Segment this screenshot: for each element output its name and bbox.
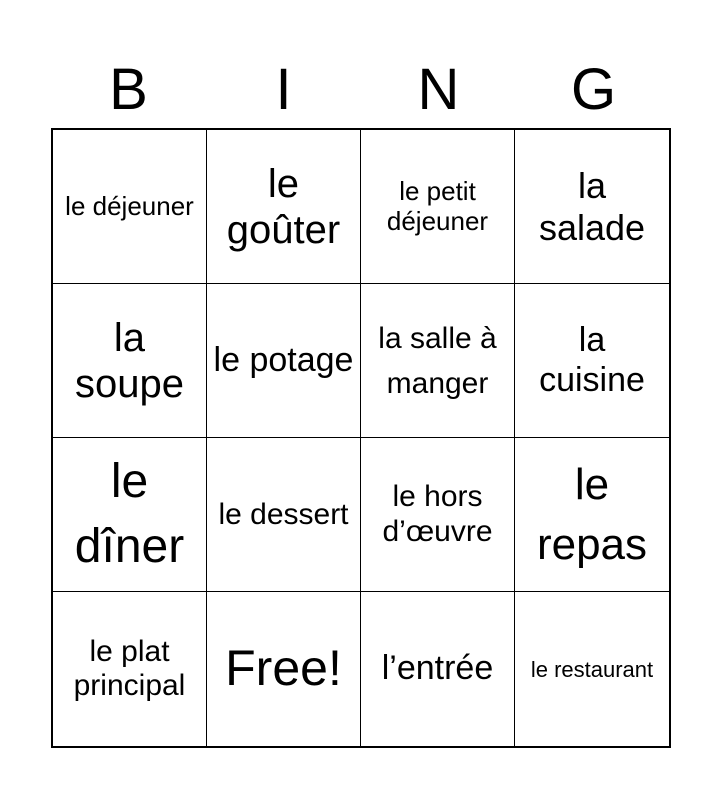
cell-text: le dîner — [74, 454, 185, 573]
bingo-cell[interactable] — [361, 438, 515, 592]
cell-text: la salade — [538, 165, 646, 248]
bingo-cell[interactable] — [207, 130, 361, 284]
bingo-cell[interactable] — [361, 592, 515, 746]
cell-text: le hors d’œuvre — [382, 480, 493, 548]
cell-text: le repas — [536, 460, 648, 569]
bingo-cell[interactable] — [515, 130, 669, 284]
cell-text: la soupe — [75, 315, 184, 406]
bingo-cell[interactable] — [361, 130, 515, 284]
cell-text: le potage — [213, 340, 354, 379]
header-letter-b: B — [109, 57, 148, 122]
free-space-cell[interactable] — [207, 592, 361, 746]
cell-text: le plat principal — [73, 634, 186, 702]
header-letter-n: N — [417, 57, 460, 122]
bingo-board — [51, 128, 671, 748]
bingo-cell[interactable] — [361, 284, 515, 438]
cell-text: le restaurant — [530, 656, 654, 682]
bingo-cell[interactable] — [515, 284, 669, 438]
bingo-cell[interactable] — [207, 284, 361, 438]
bingo-cell[interactable] — [53, 592, 207, 746]
bingo-cell[interactable] — [53, 284, 207, 438]
cell-text: la salle à manger — [378, 321, 497, 400]
bingo-cell[interactable] — [515, 438, 669, 592]
cell-text: le goûter — [226, 161, 341, 252]
bingo-cell[interactable] — [53, 130, 207, 284]
bingo-header — [51, 52, 671, 128]
cell-text: le déjeuner — [65, 190, 194, 221]
cell-text: la cuisine — [539, 321, 645, 399]
bingo-cell[interactable] — [207, 438, 361, 592]
cell-text: le petit déjeuner — [386, 175, 489, 236]
cell-text: le dessert — [218, 498, 349, 531]
header-letter-i: I — [275, 57, 292, 122]
cell-text: l’entrée — [381, 649, 494, 688]
free-space-text: Free! — [225, 640, 342, 697]
bingo-cell[interactable] — [515, 592, 669, 746]
bingo-cell[interactable] — [53, 438, 207, 592]
header-letter-g: G — [570, 57, 617, 122]
